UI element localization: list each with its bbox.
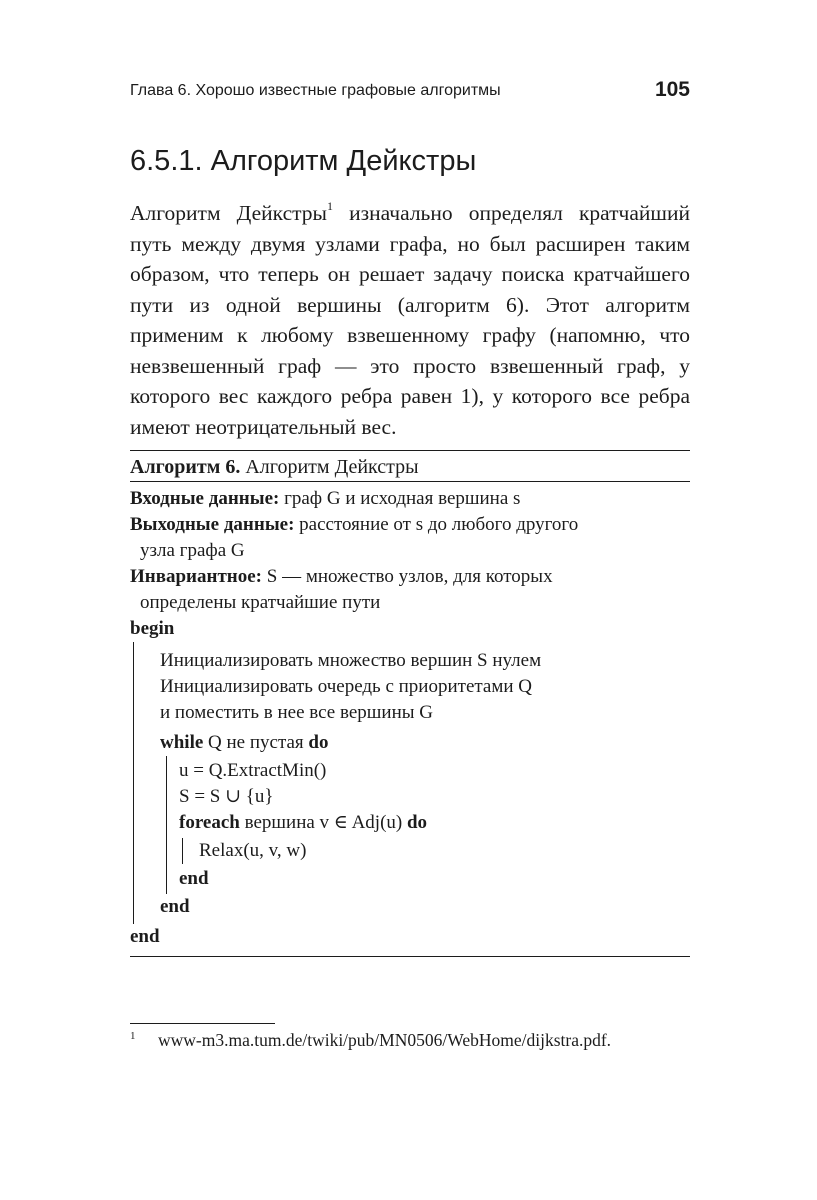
foreach-block — [182, 838, 690, 864]
paragraph-lead: Алгоритм Дейкстры — [130, 201, 327, 225]
stmt-init-s: Инициализировать множество вершин S нулем — [160, 650, 542, 671]
keyword-end-foreach: end — [179, 868, 209, 889]
stmt-init-q: Инициализировать очередь с приоритетами Q — [160, 676, 533, 697]
invariant-label: Инвариантное: — [130, 566, 262, 587]
stmt-relax: Relax(u, v, w) — [199, 840, 307, 861]
keyword-end: end — [130, 926, 160, 947]
chapter-title: Глава 6. Хорошо известные графовые алгоритмы — [130, 82, 501, 99]
foreach-condition: вершина v ∈ Adj(u) — [244, 812, 403, 833]
running-header — [130, 78, 690, 106]
algorithm-output — [130, 512, 690, 538]
output-continuation: узла графа G — [140, 540, 245, 561]
algorithm-caption-label: Алгоритм 6. — [130, 456, 241, 478]
page-number: 105 — [654, 78, 690, 101]
stmt-union: S = S ∪ {u} — [179, 786, 274, 807]
input-label: Входные данные: — [130, 488, 280, 509]
output-text: расстояние от s до любого другого — [299, 514, 579, 535]
while-line — [160, 730, 690, 756]
stmt-init-q-continuation: и поместить в нее все вершины G — [160, 702, 433, 723]
keyword-do: do — [406, 812, 428, 833]
keyword-end-while: end — [160, 896, 190, 917]
footnote-divider — [130, 1023, 275, 1024]
keyword-foreach: foreach — [179, 812, 240, 833]
footnote-url: www-m3.ma.tum.de/twiki/pub/MN0506/WebHome/dijkstra.pdf. — [158, 1030, 612, 1050]
section-heading: 6.5.1. Алгоритм Дейкстры — [130, 145, 477, 177]
algorithm-caption-title: Алгоритм Дейкстры — [245, 456, 419, 478]
foreach-line — [179, 810, 690, 836]
paragraph-text: изначально определял кратчайший путь между двумя узлами графа, но был расширен таким образом, что теперь он решает задачу поиска кратчайшего пути из одной вершины (алгоритм 6). Этот алгоритм применим к любому взвешенному графу (напомню, что невзвешенный граф — это просто взвешенный граф, у которого вес каждого ребра равен 1), у которого все ребра имеют неотрицательный вес. — [130, 201, 690, 439]
while-block — [166, 756, 690, 894]
keyword-begin: begin — [130, 618, 175, 639]
body-paragraph — [130, 198, 690, 442]
keyword-do: do — [308, 732, 329, 753]
algorithm-caption — [130, 451, 690, 482]
main-block — [133, 642, 690, 924]
footnote-reference: 1 — [326, 198, 333, 213]
algorithm-input — [130, 486, 690, 512]
keyword-while: while — [160, 732, 204, 753]
invariant-continuation: определены кратчайшие пути — [140, 592, 381, 613]
stmt-extract-min: u = Q.ExtractMin() — [179, 760, 327, 781]
algorithm-body — [130, 482, 690, 950]
algorithm-box — [130, 450, 690, 957]
footnote-number: 1 — [130, 1030, 136, 1042]
while-condition: Q не пустая — [208, 732, 304, 753]
output-label: Выходные данные: — [130, 514, 295, 535]
invariant-text: S — множество узлов, для которых — [266, 566, 553, 587]
input-text: граф G и исходная вершина s — [284, 488, 521, 509]
algorithm-invariant — [130, 564, 690, 590]
